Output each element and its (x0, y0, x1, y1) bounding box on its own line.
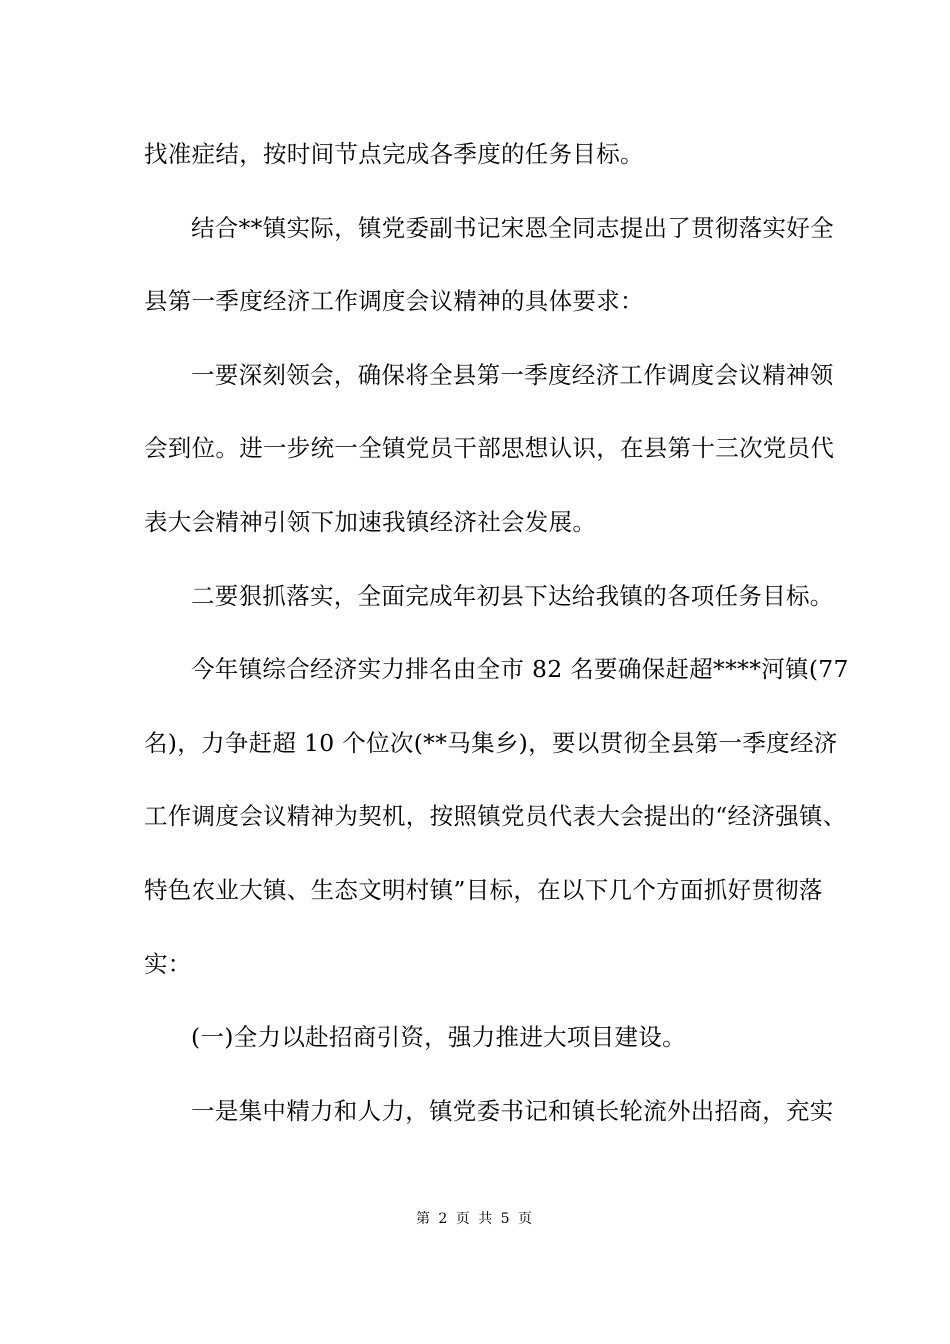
document-body (144, 134, 849, 1164)
text-line: 会到位。进一步统一全镇党员干部思想认识，在县第十三次党员代 (144, 434, 835, 463)
text-line: 表大会精神引领下加速我镇经济社会发展。 (144, 507, 597, 536)
page-number: 第 2 页 共 5 页 (415, 1211, 535, 1227)
text-line: (一)全力以赴招商引资，强力推进大项目建设。 (191, 1023, 686, 1052)
text-line: 实： (144, 949, 192, 978)
text-line: 二要狠抓落实，全面完成年初县下达给我镇的各项任务目标。 (191, 581, 834, 610)
text-line: 名)，力争赶超 10 个位次(**马集乡)，要以贯彻全县第一季度经济 (144, 728, 838, 757)
text-line: 今年镇综合经济实力排名由全市 82 名要确保赶超****河镇(77 (191, 655, 849, 684)
text-line: 县第一季度经济工作调度会议精神的具体要求： (144, 287, 644, 316)
text-line: 一要深刻领会，确保将全县第一季度经济工作调度会议精神领 (191, 360, 834, 389)
text-line: 结合**镇实际，镇党委副书记宋恩全同志提出了贯彻落实好全 (191, 213, 834, 242)
text-line: 工作调度会议精神为契机，按照镇党员代表大会提出的“经济强镇、 (144, 802, 847, 831)
text-line: 特色农业大镇、生态文明村镇”目标，在以下几个方面抓好贯彻落 (144, 875, 823, 904)
text-line: 一是集中精力和人力，镇党委书记和镇长轮流外出招商，充实 (191, 1096, 834, 1125)
page-footer (0, 1208, 950, 1228)
text-line: 找准症结，按时间节点完成各季度的任务目标。 (144, 140, 644, 168)
